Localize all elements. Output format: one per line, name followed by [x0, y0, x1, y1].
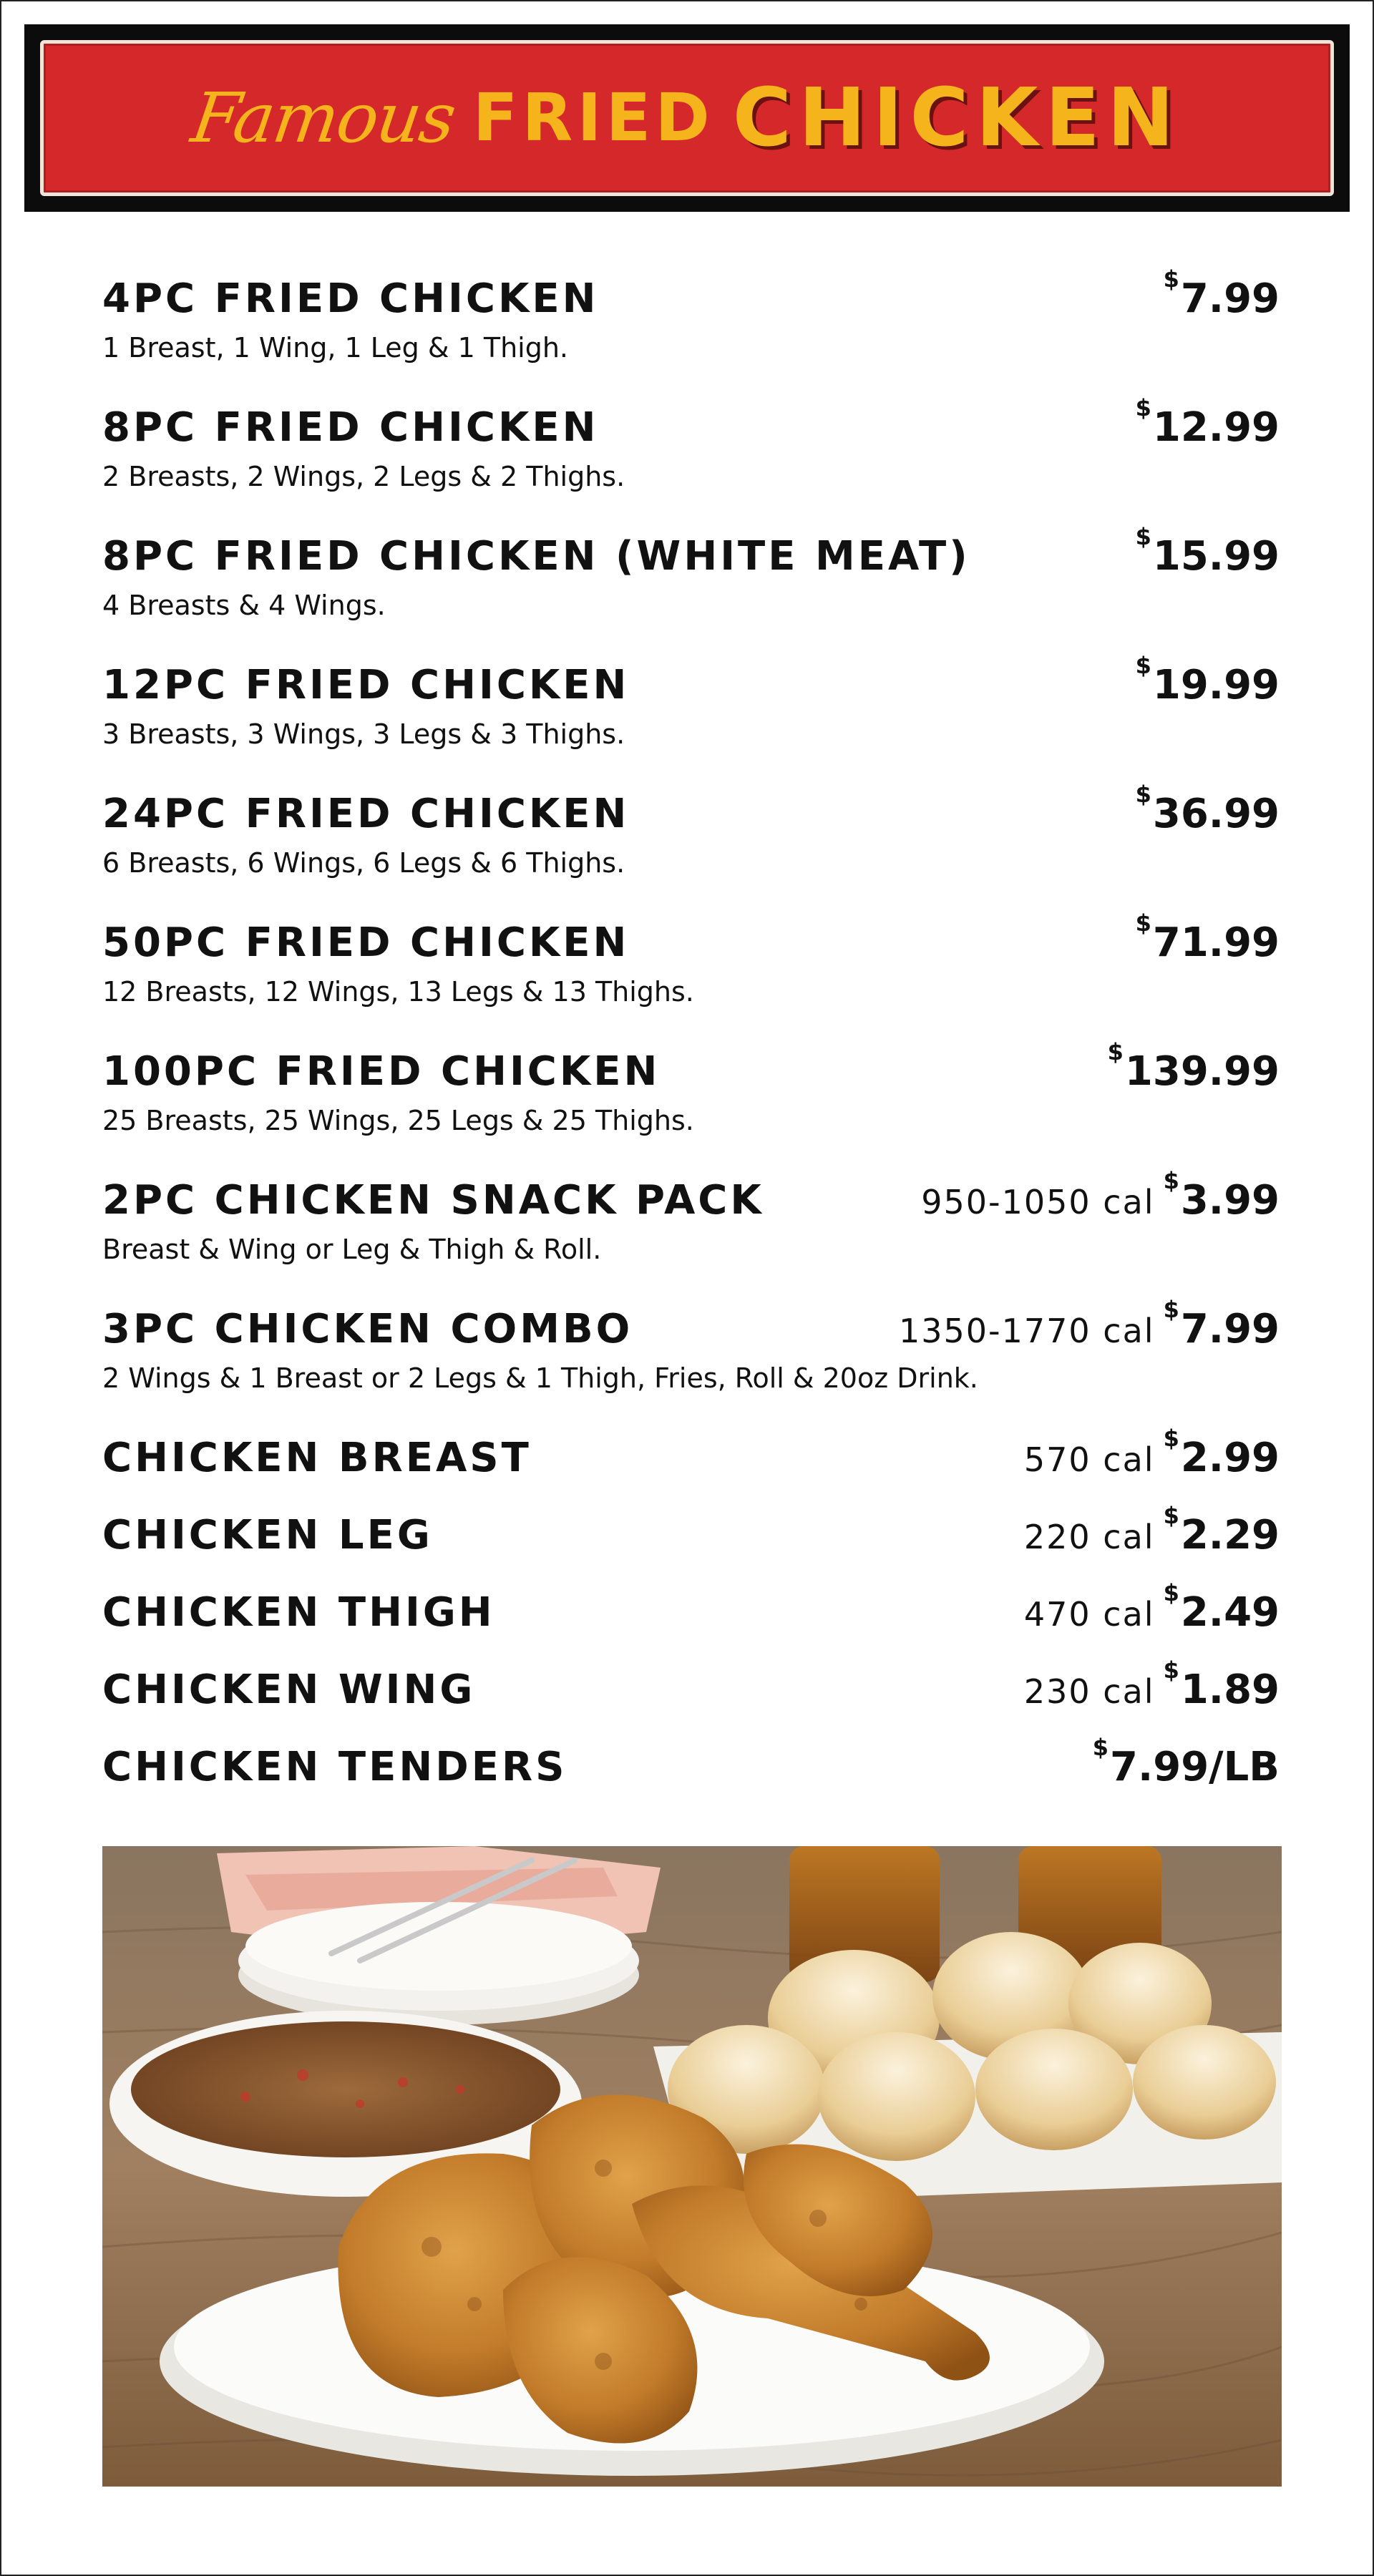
item-name: 24PC FRIED CHICKEN [102, 791, 630, 837]
item-calories: 470 cal [1023, 1595, 1155, 1634]
menu-item-row [102, 1734, 1280, 1790]
item-price [1163, 1579, 1280, 1636]
item-description: Breast & Wing or Leg & Thigh & Roll. [102, 1234, 602, 1265]
item-description: 2 Wings & 1 Breast or 2 Legs & 1 Thigh, Fries, Roll & 20oz Drink. [102, 1362, 978, 1394]
menu-list [102, 265, 1280, 1821]
item-price [1163, 1425, 1280, 1481]
item-price [1135, 909, 1280, 966]
menu-item-row [102, 394, 1280, 451]
item-description: 1 Breast, 1 Wing, 1 Leg & 1 Thigh. [102, 332, 568, 364]
currency-symbol: $ [1092, 1734, 1109, 1761]
currency-symbol: $ [1135, 909, 1151, 937]
item-name: 100PC FRIED CHICKEN [102, 1048, 661, 1095]
item-name: 50PC FRIED CHICKEN [102, 919, 630, 966]
item-price [1163, 1296, 1280, 1352]
item-price [1135, 523, 1280, 580]
currency-symbol: $ [1135, 652, 1151, 679]
item-price-block [1135, 909, 1280, 966]
item-name: 8PC FRIED CHICKEN [102, 404, 599, 451]
item-price-value: 19.99 [1152, 662, 1280, 708]
menu-item-row [102, 1296, 1280, 1352]
menu-item-chicken-tenders [102, 1734, 1280, 1821]
item-description: 4 Breasts & 4 Wings. [102, 590, 386, 621]
item-price-value: 1.89 [1180, 1667, 1280, 1713]
menu-item-row [102, 1038, 1280, 1095]
item-price [1163, 1657, 1280, 1713]
menu-item-row [102, 1167, 1280, 1224]
item-price-block [1135, 652, 1280, 708]
currency-symbol: $ [1135, 781, 1151, 808]
menu-item-row [102, 909, 1280, 966]
menu-item-chicken-wing [102, 1657, 1280, 1744]
item-calories: 1350-1770 cal [898, 1312, 1155, 1350]
brand-script-word: Famous [187, 78, 460, 158]
item-calories: 570 cal [1023, 1440, 1155, 1479]
menu-item-row [102, 1502, 1280, 1558]
item-price-value: 2.49 [1180, 1589, 1280, 1636]
item-name: CHICKEN TENDERS [102, 1744, 567, 1790]
item-price-block [1023, 1502, 1280, 1558]
item-price-block [1135, 781, 1280, 837]
item-price-value: 3.99 [1180, 1177, 1280, 1224]
brand-word-fried: FRIED [472, 79, 714, 156]
item-description: 25 Breasts, 25 Wings, 25 Legs & 25 Thighs. [102, 1105, 694, 1136]
currency-symbol: $ [1163, 1296, 1179, 1323]
item-price-value: 7.99 [1180, 1306, 1280, 1352]
item-price [1135, 394, 1280, 451]
item-price-value: 2.99 [1180, 1435, 1280, 1481]
currency-symbol: $ [1163, 265, 1179, 293]
item-description: 2 Breasts, 2 Wings, 2 Legs & 2 Thighs. [102, 461, 625, 492]
item-price-value: 36.99 [1152, 791, 1280, 837]
currency-symbol: $ [1107, 1038, 1124, 1065]
menu-item-row [102, 781, 1280, 837]
item-price [1163, 265, 1280, 322]
menu-item-12pc-fried-chicken [102, 652, 1280, 791]
item-description: 6 Breasts, 6 Wings, 6 Legs & 6 Thighs. [102, 847, 625, 879]
item-name: CHICKEN BREAST [102, 1435, 532, 1481]
menu-item-row [102, 1425, 1280, 1481]
item-calories: 220 cal [1023, 1518, 1155, 1556]
item-name: CHICKEN THIGH [102, 1589, 495, 1636]
menu-item-row [102, 652, 1280, 708]
brand-word-chicken: CHICKEN [732, 72, 1181, 165]
item-price-block [1092, 1734, 1280, 1790]
item-price-block [1023, 1425, 1280, 1481]
menu-item-8pc-fried-chicken [102, 394, 1280, 533]
item-price [1107, 1038, 1280, 1095]
menu-item-2pc-chicken-snack-pack [102, 1167, 1280, 1306]
item-price-block [1107, 1038, 1280, 1095]
menu-item-50pc-fried-chicken [102, 909, 1280, 1048]
item-calories: 230 cal [1023, 1672, 1155, 1711]
item-price-block [1023, 1579, 1280, 1636]
menu-item-row [102, 523, 1280, 580]
currency-symbol: $ [1163, 1657, 1179, 1684]
item-price-value: 139.99 [1124, 1048, 1280, 1095]
item-description: 3 Breasts, 3 Wings, 3 Legs & 3 Thighs. [102, 718, 625, 750]
item-price [1092, 1734, 1280, 1790]
item-price [1135, 652, 1280, 708]
item-price [1163, 1502, 1280, 1558]
menu-item-100pc-fried-chicken [102, 1038, 1280, 1177]
food-photo [102, 1846, 1282, 2487]
item-calories: 950-1050 cal [921, 1183, 1155, 1221]
menu-item-row [102, 1657, 1280, 1713]
item-name: 12PC FRIED CHICKEN [102, 662, 630, 708]
item-price-block [1163, 265, 1280, 322]
item-name: CHICKEN WING [102, 1667, 476, 1713]
menu-item-24pc-fried-chicken [102, 781, 1280, 919]
item-price-block [898, 1296, 1280, 1352]
menu-item-8pc-fried-chicken-white-meat [102, 523, 1280, 662]
item-price-block [1023, 1657, 1280, 1713]
item-price-block [1135, 523, 1280, 580]
item-price-value: 7.99/LB [1110, 1744, 1280, 1790]
item-price-value: 71.99 [1152, 919, 1280, 966]
item-name: 2PC CHICKEN SNACK PACK [102, 1177, 764, 1224]
item-description: 12 Breasts, 12 Wings, 13 Legs & 13 Thighs. [102, 976, 694, 1008]
menu-item-3pc-chicken-combo [102, 1296, 1280, 1435]
currency-symbol: $ [1135, 523, 1151, 550]
item-name: 8PC FRIED CHICKEN (WHITE MEAT) [102, 533, 970, 580]
item-name: CHICKEN LEG [102, 1512, 433, 1558]
menu-item-chicken-thigh [102, 1579, 1280, 1667]
item-price-block [1135, 394, 1280, 451]
currency-symbol: $ [1163, 1579, 1179, 1606]
item-price-value: 12.99 [1152, 404, 1280, 451]
item-name: 3PC CHICKEN COMBO [102, 1306, 633, 1352]
currency-symbol: $ [1163, 1167, 1179, 1194]
header-banner [40, 40, 1334, 196]
item-price [1135, 781, 1280, 837]
item-price-value: 15.99 [1152, 533, 1280, 580]
fried-chicken-meal-photo-icon [102, 1846, 1282, 2487]
item-price-value: 7.99 [1180, 275, 1280, 322]
menu-item-row [102, 1579, 1280, 1636]
item-price [1163, 1167, 1280, 1224]
currency-symbol: $ [1135, 394, 1151, 421]
menu-item-row [102, 265, 1280, 322]
currency-symbol: $ [1163, 1502, 1179, 1529]
item-name: 4PC FRIED CHICKEN [102, 275, 599, 322]
item-price-value: 2.29 [1180, 1512, 1280, 1558]
menu-item-chicken-breast [102, 1425, 1280, 1512]
brand-title [44, 44, 1330, 192]
currency-symbol: $ [1163, 1425, 1179, 1452]
menu-item-chicken-leg [102, 1502, 1280, 1589]
item-price-block [921, 1167, 1280, 1224]
menu-item-4pc-fried-chicken [102, 265, 1280, 404]
